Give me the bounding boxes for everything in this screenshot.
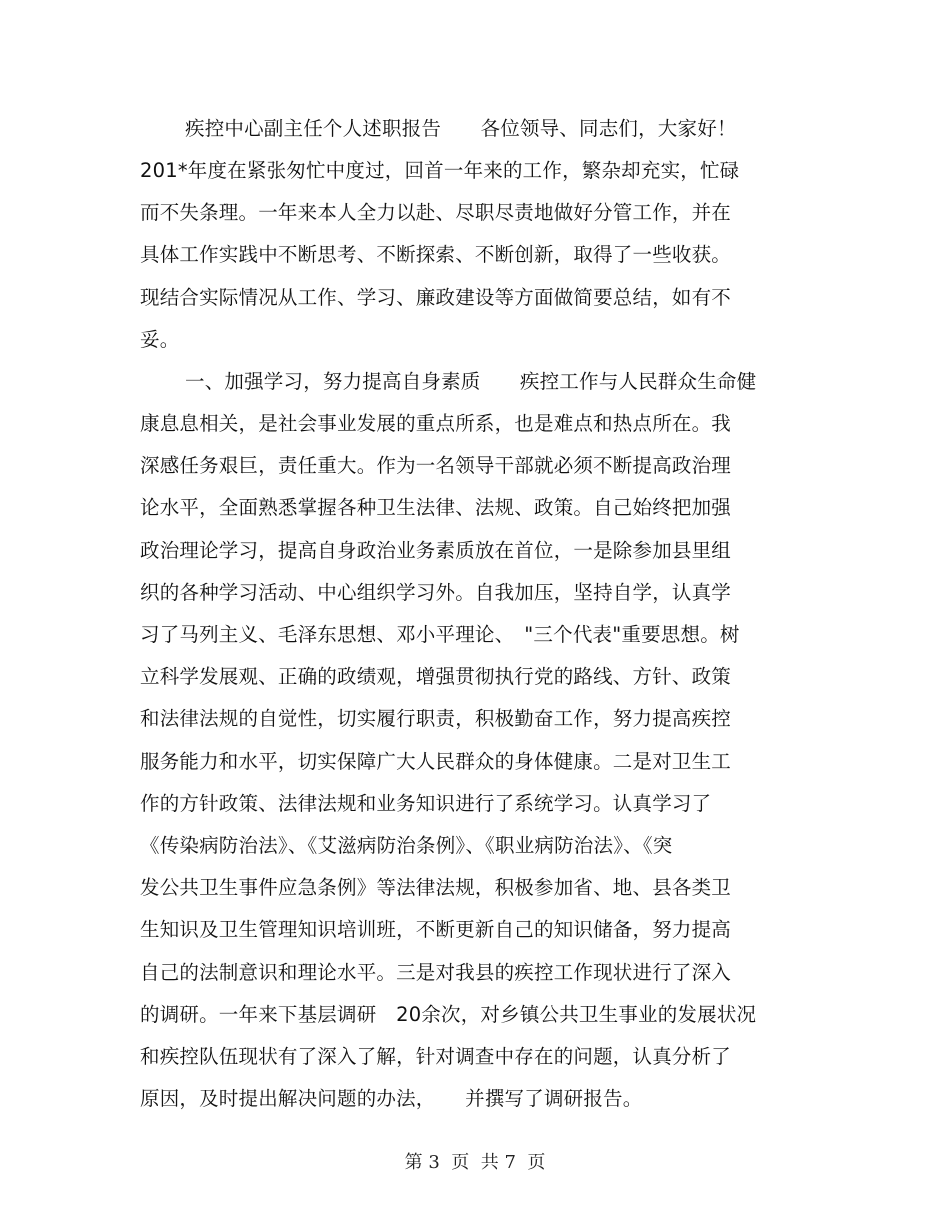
paragraph-line: 立科学发展观、正确的政绩观，增强贯彻执行党的路线、方针、政策 bbox=[140, 665, 732, 688]
paragraph-line: 疾控中心副主任个人述职报告 各位领导、同志们，大家好！ bbox=[185, 117, 737, 140]
paragraph-line: 原因，及时提出解决问题的办法， 并撰写了调研报告。 bbox=[140, 1087, 643, 1110]
paragraph-line: 而不失条理。一年来本人全力以赴、尽职尽责地做好分管工作，并在 bbox=[140, 201, 732, 224]
paragraph-line: 康息息相关，是社会事业发展的重点所系，也是难点和热点所在。我 bbox=[140, 412, 732, 435]
page-number-footer: 第 3 页 共 7 页 bbox=[404, 1152, 546, 1173]
paragraph-line: 201*年度在紧张匆忙中度过，回首一年来的工作，繁杂却充实，忙碌 bbox=[140, 159, 740, 182]
paragraph-line: 发公共卫生事件应急条例》等法律法规，积极参加省、地、县各类卫 bbox=[140, 876, 732, 899]
paragraph-line: 生知识及卫生管理知识培训班，不断更新自己的知识储备，努力提高 bbox=[140, 918, 732, 941]
paragraph-line: 和疾控队伍现状有了深入了解，针对调查中存在的问题，认真分析了 bbox=[140, 1045, 732, 1068]
paragraph-line: 织的各种学习活动、中心组织学习外。自我加压，坚持自学，认真学 bbox=[140, 581, 732, 604]
paragraph-line: 习了马列主义、毛泽东思想、邓小平理论、 "三个代表"重要思想。树 bbox=[140, 623, 740, 646]
paragraph-line: 和法律法规的自觉性，切实履行职责，积极勤奋工作，努力提高疾控 bbox=[140, 707, 732, 730]
paragraph-line: 具体工作实践中不断思考、不断探索、不断创新，取得了一些收获。 bbox=[140, 243, 732, 266]
paragraph-line: 政治理论学习，提高自身政治业务素质放在首位，一是除参加县里组 bbox=[140, 539, 732, 562]
paragraph-line: 论水平，全面熟悉掌握各种卫生法律、法规、政策。自己始终把加强 bbox=[140, 496, 732, 519]
section-heading-line: 一、加强学习，努力提高自身素质 疾控工作与人民群众生命健 bbox=[185, 370, 757, 393]
paragraph-line: 服务能力和水平，切实保障广大人民群众的身体健康。二是对卫生工 bbox=[140, 750, 732, 773]
paragraph-line: 自己的法制意识和理论水平。三是对我县的疾控工作现状进行了深入 bbox=[140, 961, 732, 984]
paragraph-line: 的调研。一年来下基层调研 20余次，对乡镇公共卫生事业的发展状况 bbox=[140, 1003, 757, 1026]
paragraph-line: 作的方针政策、法律法规和业务知识进行了系统学习。认真学习了 bbox=[140, 792, 712, 815]
paragraph-line: 深感任务艰巨，责任重大。作为一名领导干部就必须不断提高政治理 bbox=[140, 454, 732, 477]
paragraph-line: 《传染病防治法》、《艾滋病防治条例》、《职业病防治法》、《突 bbox=[140, 834, 673, 857]
paragraph-line: 妥。 bbox=[140, 328, 180, 351]
paragraph-line: 现结合实际情况从工作、学习、廉政建设等方面做简要总结，如有不 bbox=[140, 286, 732, 309]
